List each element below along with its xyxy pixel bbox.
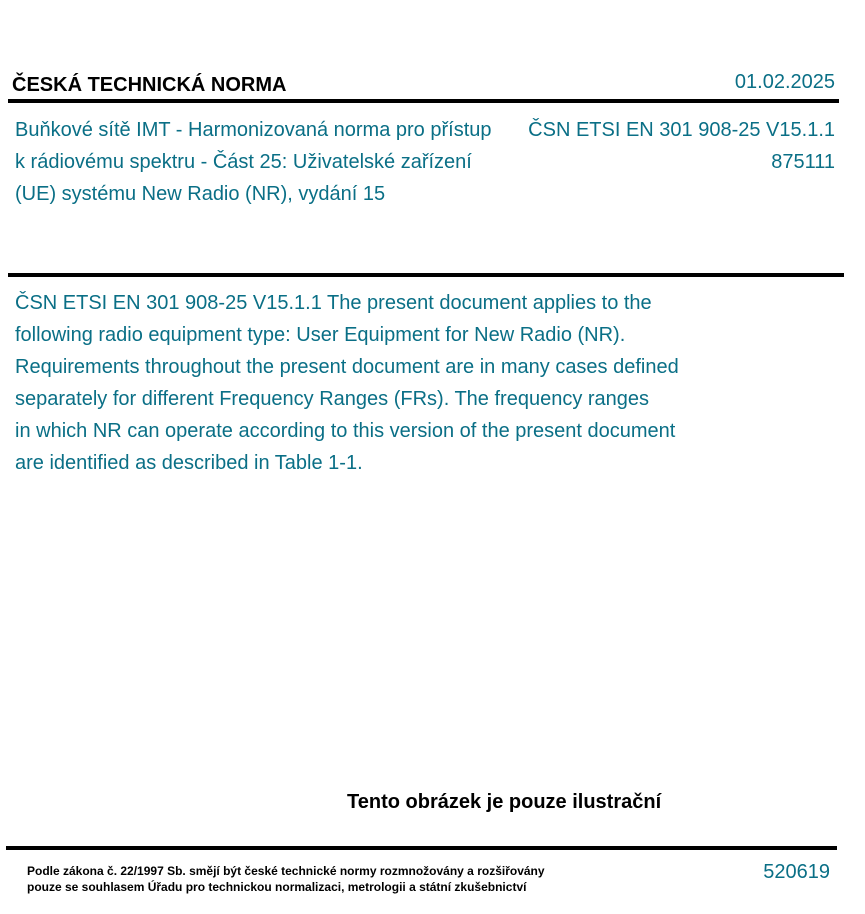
publication-date: 01.02.2025 xyxy=(734,71,835,93)
document-title xyxy=(15,114,535,210)
abstract-line: separately for different Frequency Ranges (FRs). The frequency ranges xyxy=(15,388,650,410)
document-title-line: k rádiovému spektru - Část 25: Uživatelské zařízení xyxy=(15,151,472,173)
page-title: ČESKÁ TECHNICKÁ NORMA xyxy=(12,74,287,96)
footer-divider xyxy=(6,846,837,850)
abstract-line: following radio equipment type: User Equipment for New Radio (NR). xyxy=(15,324,626,346)
abstract-line: Requirements throughout the present document are in many cases defined xyxy=(15,356,679,378)
abstract-line: ČSN ETSI EN 301 908-25 V15.1.1 The present document applies to the xyxy=(15,292,652,314)
legal-notice xyxy=(27,863,545,895)
document-title-line: (UE) systému New Radio (NR), vydání 15 xyxy=(15,183,386,205)
catalog-number: 875111 xyxy=(771,151,835,173)
legal-notice-line: pouze se souhlasem Úřadu pro technickou normalizaci, metrologii a státní zkušebnictví xyxy=(27,880,527,894)
abstract-line: in which NR can operate according to this version of the present document xyxy=(15,420,676,442)
section-divider xyxy=(8,273,844,277)
illustration-note: Tento obrázek je pouze ilustrační xyxy=(347,791,662,813)
legal-notice-line: Podle zákona č. 22/1997 Sb. smějí být české technické normy rozmnožovány a rozšiřovány xyxy=(27,864,545,878)
document-title-line: Buňkové sítě IMT - Harmonizovaná norma pro přístup xyxy=(15,119,492,141)
standard-code: ČSN ETSI EN 301 908-25 V15.1.1 xyxy=(528,119,835,141)
header-divider xyxy=(8,99,839,103)
abstract-line: are identified as described in Table 1-1. xyxy=(15,452,363,474)
abstract xyxy=(15,287,679,479)
standard-info xyxy=(528,114,835,178)
document-number: 520619 xyxy=(763,861,830,883)
